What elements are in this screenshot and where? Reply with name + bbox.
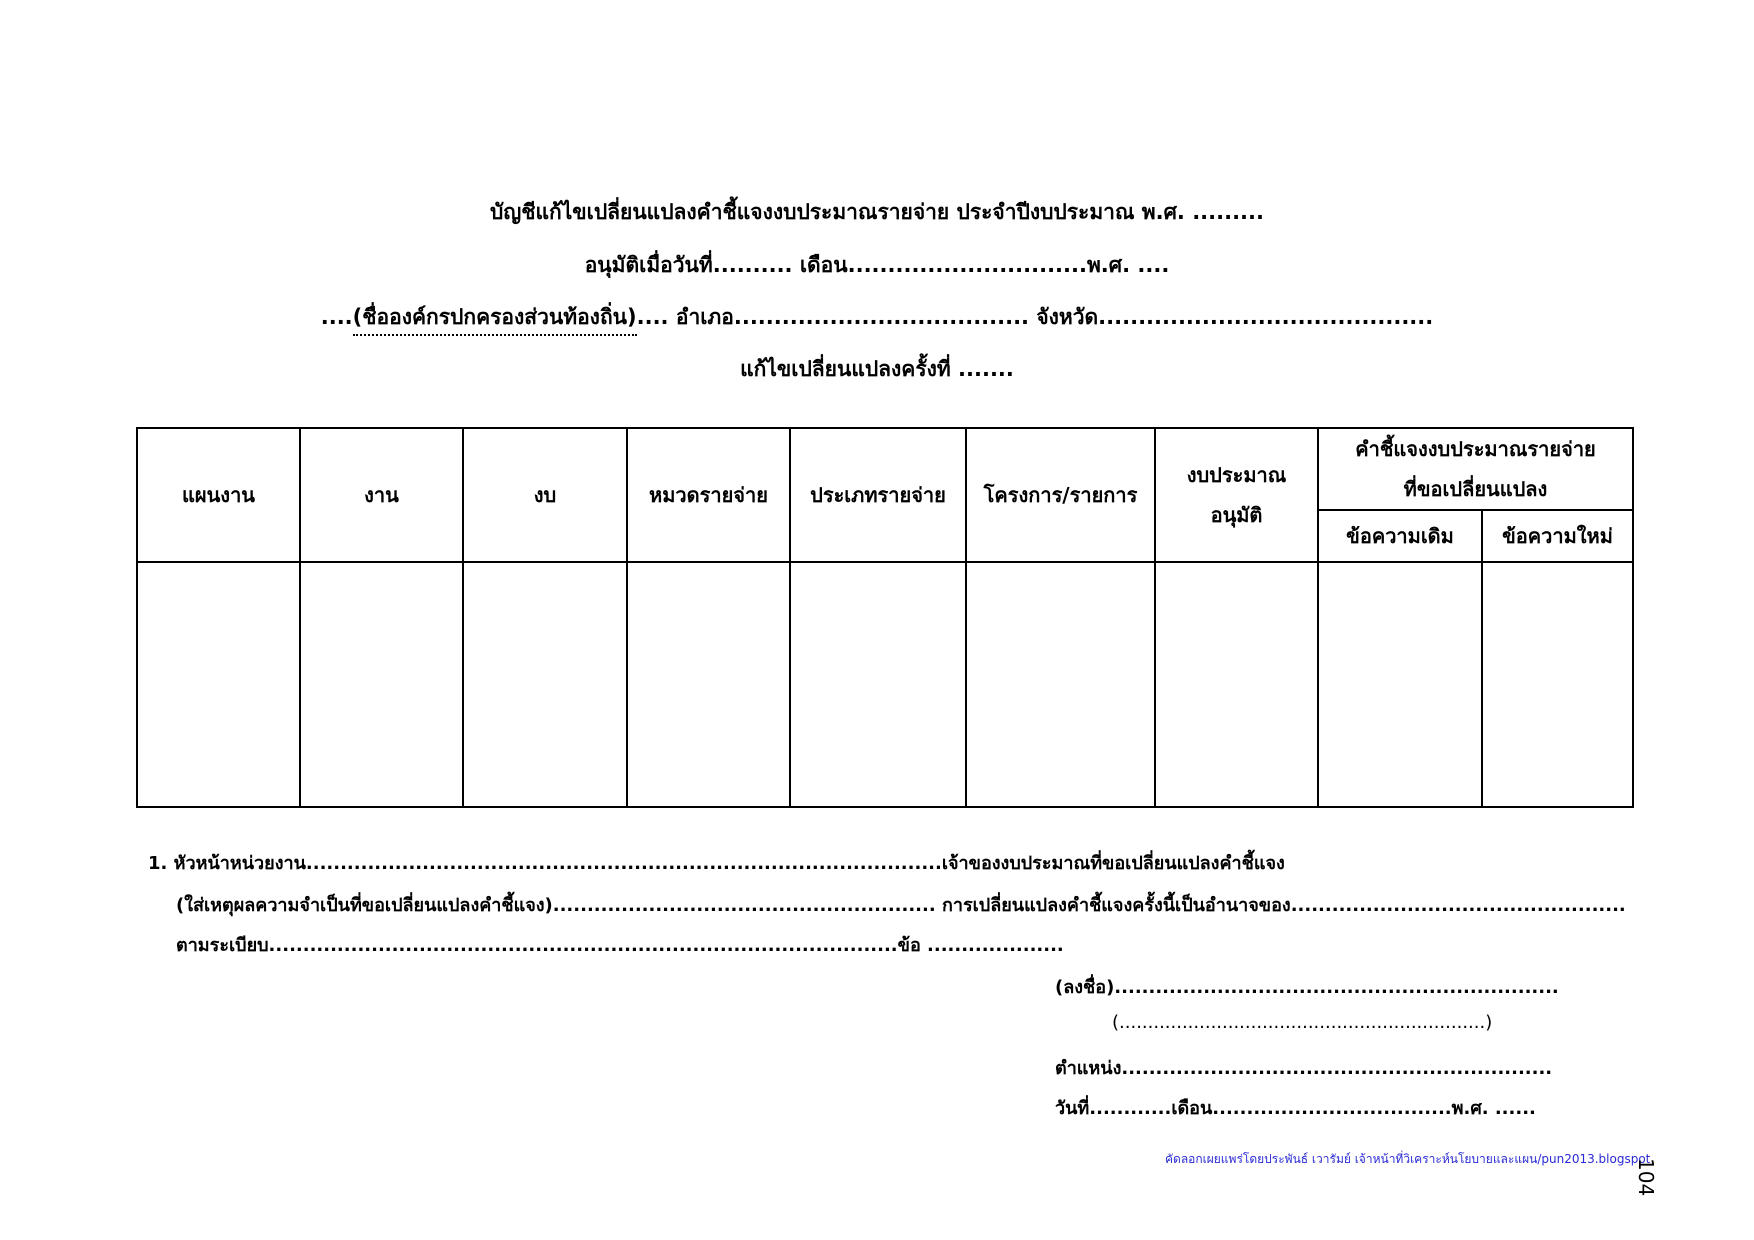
revision-number-text: แก้ไขเปลี่ยนแปลงครั้งที่ .......: [740, 357, 1014, 381]
org-name-placeholder: (ชื่อองค์กรปกครองส่วนท้องถิ่น): [353, 301, 637, 336]
header-explanation-line1: คำชี้แจงงบประมาณรายจ่าย: [1355, 437, 1596, 461]
header-project: โครงการ/รายการ: [966, 428, 1155, 562]
department-head-line: 1. หัวหน้าหน่วยงาน.............................................................................................เจ้าของงบประมาณที่ขอเปลี่ยนแปลงคำชี้แจง: [148, 853, 1285, 874]
organization-line: [0, 301, 1754, 336]
cell-plan[interactable]: [137, 562, 300, 807]
approval-date-line: [0, 249, 1754, 282]
signature-line: (ลงชื่อ).................................................................: [1055, 977, 1559, 998]
cell-new-text[interactable]: [1482, 562, 1633, 807]
header-old-text: ข้อความเดิม: [1318, 510, 1482, 562]
reason-line: (ใส่เหตุผลความจำเป็นที่ขอเปลี่ยนแปลงคำชี้แจง)........................................................ การเปลี่ยนแปลงคำชี้แจงครั้งนี้เป็นอำนาจของ.................................................: [176, 895, 1626, 916]
revision-number-line: [0, 353, 1754, 386]
org-prefix: ....: [320, 305, 353, 329]
cell-expense-category[interactable]: [627, 562, 790, 807]
cell-project[interactable]: [966, 562, 1155, 807]
header-budget: งบ: [463, 428, 627, 562]
cell-budget[interactable]: [463, 562, 627, 807]
header-approved-line1: งบประมาณ: [1186, 463, 1287, 487]
page-number: 104: [1634, 1158, 1658, 1197]
approval-date-text: อนุมัติเมื่อวันที่.......... เดือน..............................พ.ศ. ....: [584, 253, 1170, 277]
form-title-text: บัญชีแก้ไขเปลี่ยนแปลงคำชี้แจงงบประมาณรายจ่าย ประจำปีงบประมาณ พ.ศ. .........: [490, 200, 1264, 224]
header-explanation: [1318, 428, 1633, 510]
cell-approved-budget[interactable]: [1155, 562, 1318, 807]
header-new-text: ข้อความใหม่: [1482, 510, 1633, 562]
form-title: [0, 196, 1754, 229]
header-approved-line2: อนุมัติ: [1210, 503, 1263, 527]
header-approved-budget: [1155, 428, 1318, 562]
cell-expense-type[interactable]: [790, 562, 966, 807]
cell-old-text[interactable]: [1318, 562, 1482, 807]
position-line: ตำแหน่ง...............................................................: [1055, 1058, 1553, 1079]
org-location: .... อำเภอ..................................... จังหวัด..........................................: [636, 305, 1434, 329]
signer-name-line: (................................................................): [1112, 1012, 1493, 1033]
header-expense-type: ประเภทรายจ่าย: [790, 428, 966, 562]
budget-change-table: [136, 427, 1634, 808]
credit-footer: คัดลอกเผยแพร่โดยประพันธ์ เวารัมย์ เจ้าหน้าที่วิเคราะห์นโยบายและแผน/pun2013.blogspot: [1165, 1152, 1651, 1166]
header-plan: แผนงาน: [137, 428, 300, 562]
regulation-line: ตามระเบียบ............................................................................................ข้อ ....................: [176, 935, 1064, 956]
header-explanation-line2: ที่ขอเปลี่ยนแปลง: [1403, 477, 1548, 501]
date-line: วันที่............เดือน...................................พ.ศ. ......: [1055, 1098, 1536, 1119]
header-expense-category: หมวดรายจ่าย: [627, 428, 790, 562]
cell-work[interactable]: [300, 562, 463, 807]
header-work: งาน: [300, 428, 463, 562]
